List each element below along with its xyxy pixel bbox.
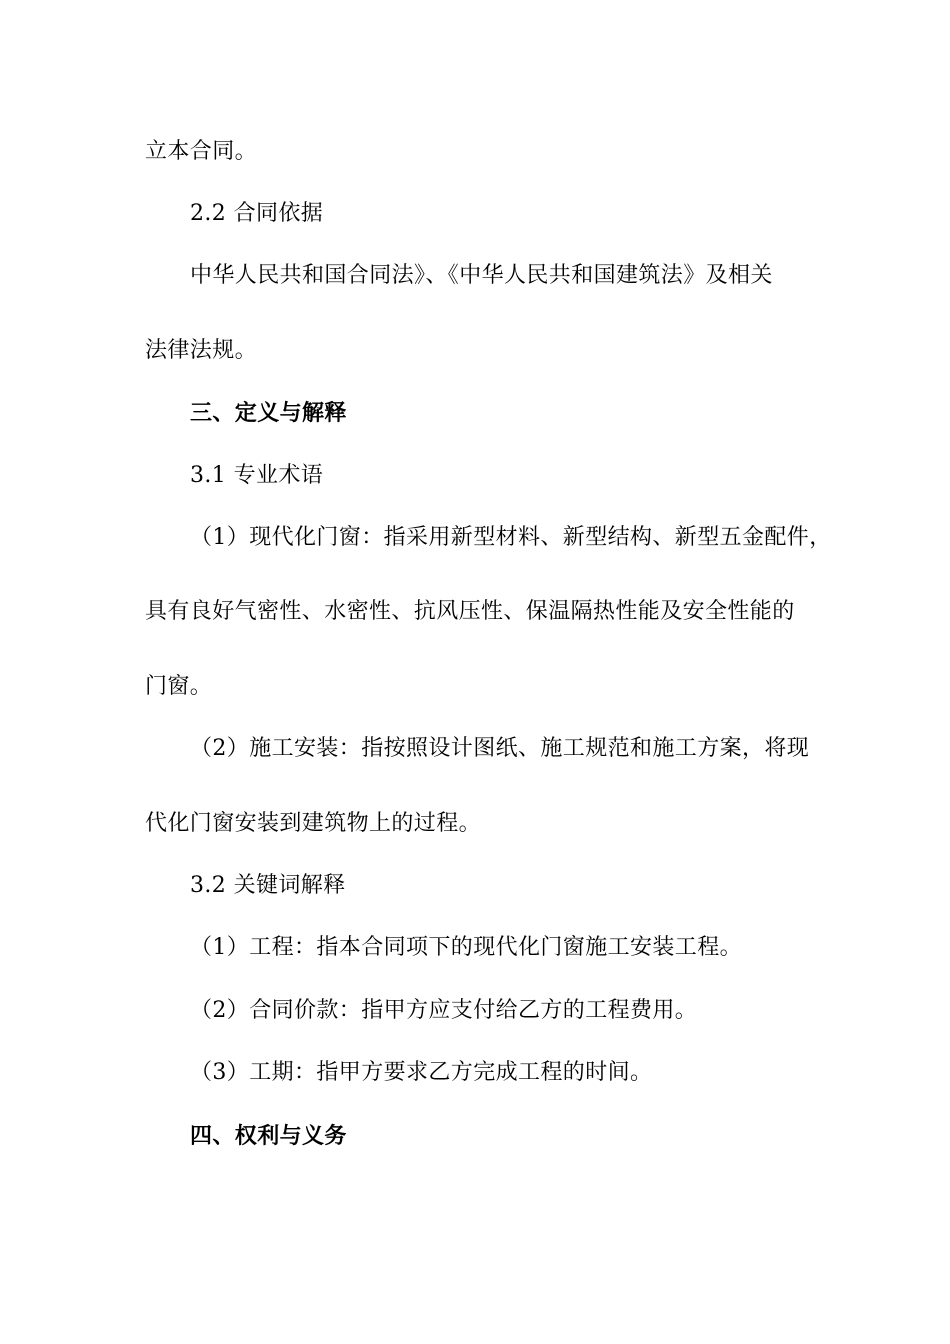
subsection-heading-3-2: 3.2 关键词解释 bbox=[190, 873, 346, 898]
paragraph-line: 法律法规。 bbox=[145, 338, 258, 363]
paragraph-line: 中华人民共和国合同法》、《中华人民共和国建筑法》及相关 bbox=[190, 263, 773, 288]
definition-item-2: （2）施工安装：指按照设计图纸、施工规范和施工方案，将现 bbox=[190, 736, 810, 761]
section-heading-3: 三、定义与解释 bbox=[190, 400, 347, 426]
definition-item-1: （1）现代化门窗：指采用新型材料、新型结构、新型五金配件， bbox=[190, 525, 832, 550]
keyword-item-1: （1）工程：指本合同项下的现代化门窗施工安装工程。 bbox=[190, 935, 742, 960]
definition-item-2-cont: 代化门窗安装到建筑物上的过程。 bbox=[145, 811, 482, 836]
keyword-item-3: （3）工期：指甲方要求乙方完成工程的时间。 bbox=[190, 1060, 653, 1085]
keyword-item-2: （2）合同价款：指甲方应支付给乙方的工程费用。 bbox=[190, 998, 698, 1023]
definition-item-1-cont: 门窗。 bbox=[145, 674, 213, 699]
subsection-heading-2-2: 2.2 合同依据 bbox=[190, 201, 324, 226]
definition-item-1-cont: 具有良好气密性、水密性、抗风压性、保温隔热性能及安全性能的 bbox=[145, 599, 795, 624]
paragraph-continuation: 立本合同。 bbox=[145, 139, 258, 164]
subsection-heading-3-1: 3.1 专业术语 bbox=[190, 463, 324, 488]
section-heading-4: 四、权利与义务 bbox=[190, 1123, 347, 1149]
